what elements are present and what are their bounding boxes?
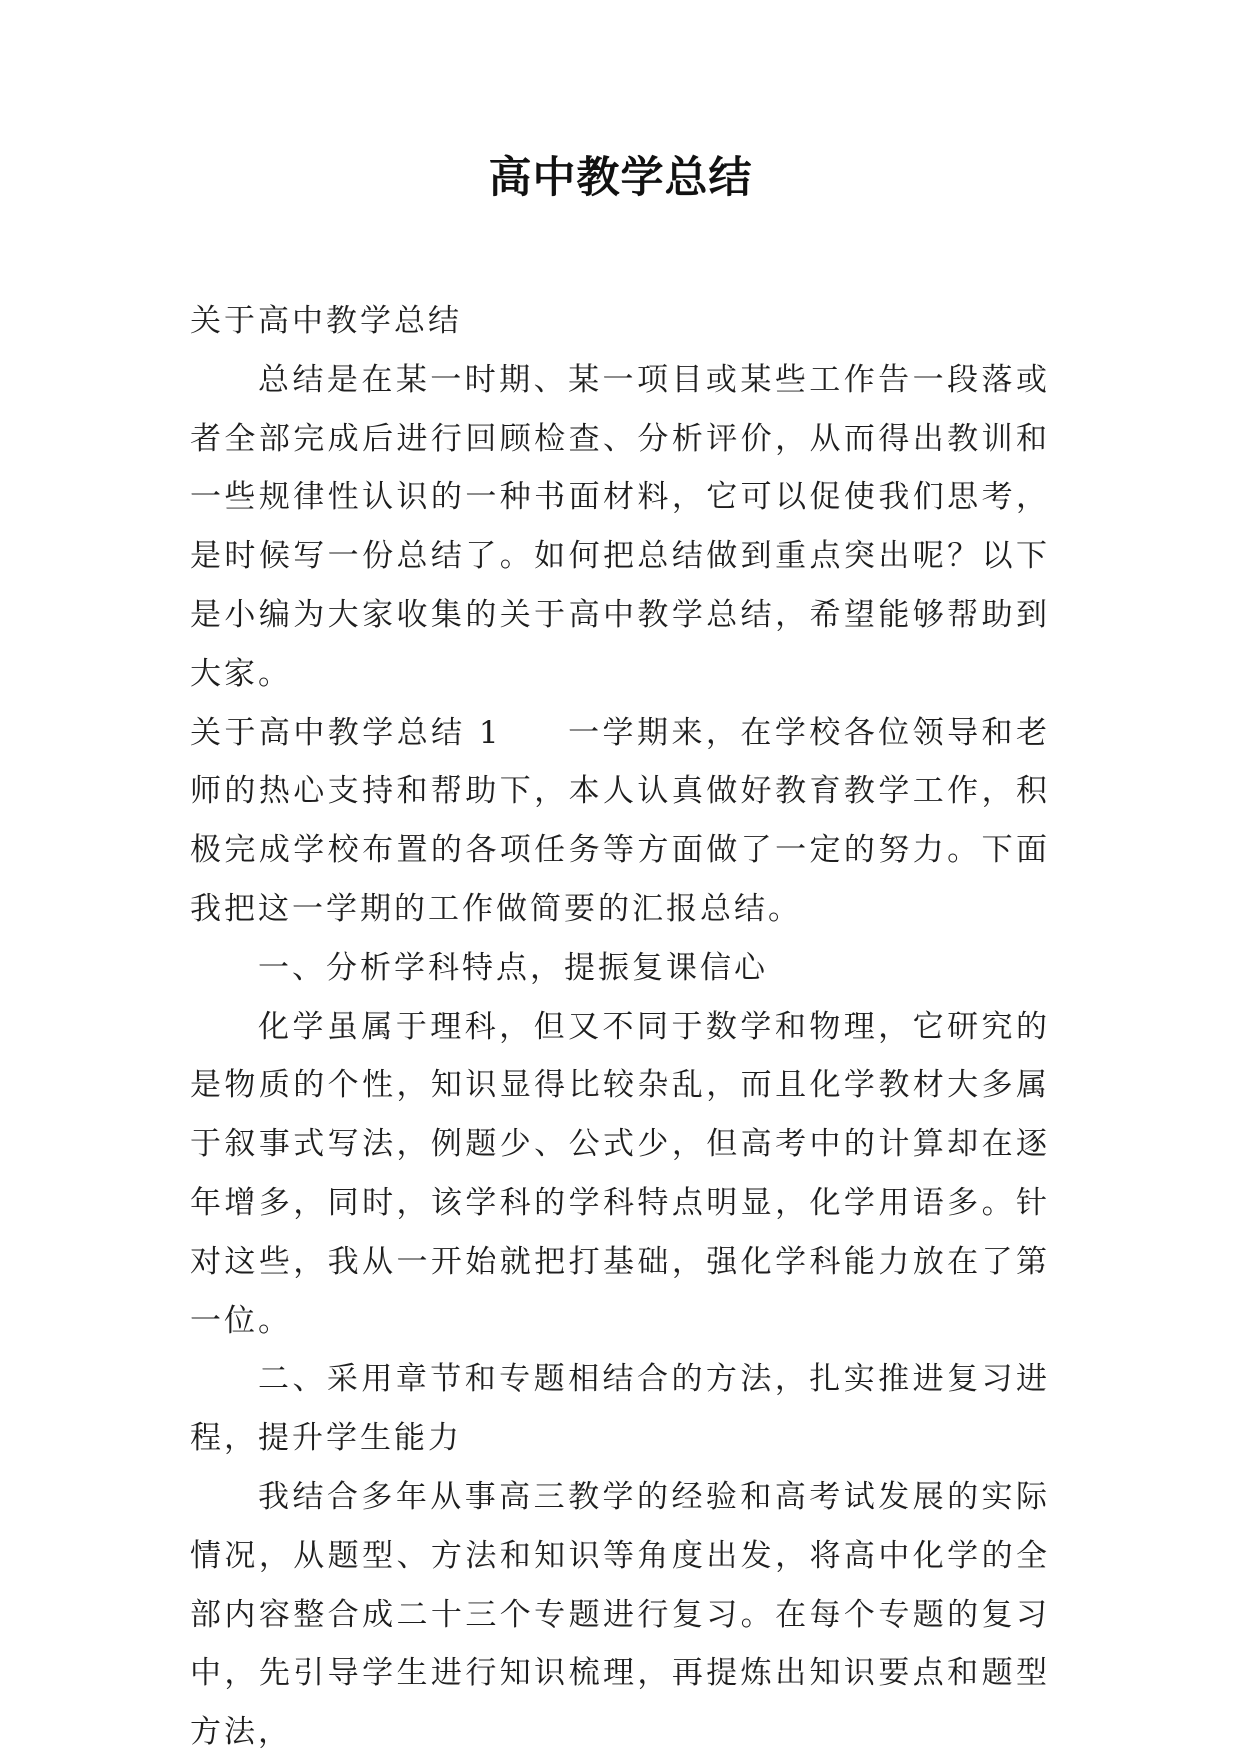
section-1-body: 一学期来，在学校各位领导和老师的热心支持和帮助下，本人认真做好教育教学工作，积极完成学校布置的各项任务等方面做了一定的努力。下面我把这一学期的工作做简要的汇报总结。 [190,714,1050,927]
paragraph-point-1-body: 化学虽属于理科，但又不同于数学和物理，它研究的是物质的个性，知识显得比较杂乱，而且化学教材大多属于叙事式写法，例题少、公式少，但高考中的计算却在逐年增多，同时，该学科的学科特点明显，化学用语多。针对这些，我从一开始就把打基础，强化学科能力放在了第一位。 [190,1008,1050,1339]
paragraph-intro-heading: 关于高中教学总结 [190,303,462,339]
paragraph-intro-body: 总结是在某一时期、某一项目或某些工作告一段落或者全部完成后进行回顾检查、分析评价，从而得出教训和一些规律性认识的一种书面材料，它可以促使我们思考，是时候写一份总结了。如何把总结做到重点突出呢？以下是小编为大家收集的关于高中教学总结，希望能够帮助到大家。 [190,361,1050,692]
paragraph-point-1-heading: 一、分析学科特点，提振复课信心 [258,949,768,986]
section-1-heading: 关于高中教学总结 1 [190,714,502,751]
paragraph-section-1 [190,704,1050,939]
paragraph-point-2-heading: 二、采用章节和专题相结合的方法，扎实推进复习进程，提升学生能力 [190,1361,1050,1457]
paragraph-point-2-body: 我结合多年从事高三教学的经验和高考试发展的实际情况，从题型、方法和知识等角度出发，将高中化学的全部内容整合成二十三个专题进行复习。在每个专题的复习中，先引导学生进行知识梳理，再提炼出知识要点和题型方法， [190,1478,1050,1751]
document-title: 高中教学总结 [488,153,753,203]
document-body [190,292,1050,1762]
